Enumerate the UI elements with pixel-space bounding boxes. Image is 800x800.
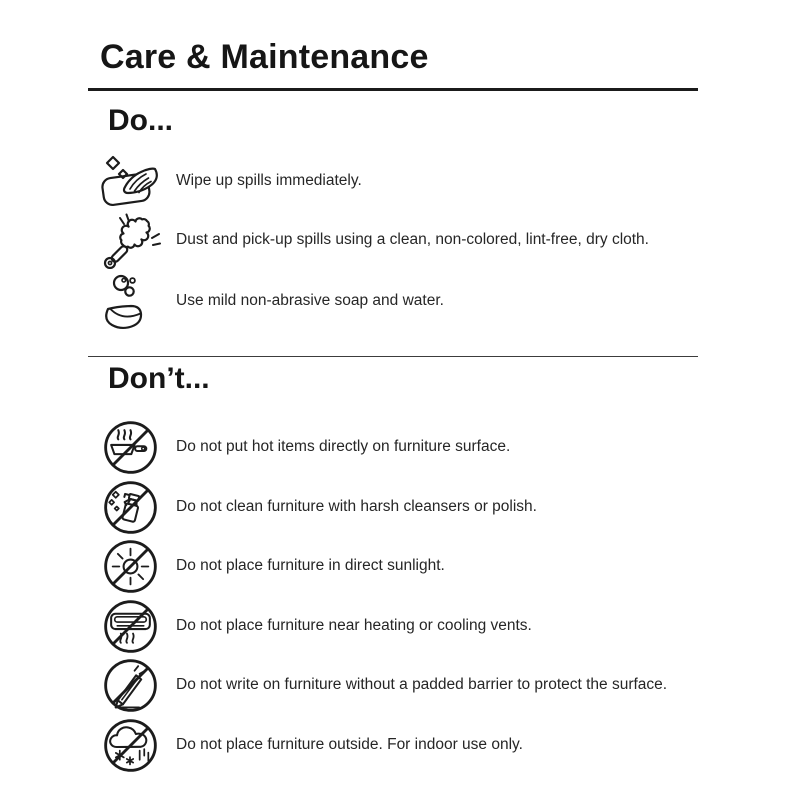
dont-item-text: Do not write on furniture without a padded barrier to protect the surface. xyxy=(176,676,668,693)
feather-duster-icon xyxy=(99,211,161,269)
no-harsh-cleansers-icon xyxy=(99,478,161,536)
dont-item-text: Do not clean furniture with harsh cleansers or polish. xyxy=(176,498,537,515)
no-heating-vents-icon xyxy=(99,597,161,655)
do-item-text: Dust and pick-up spills using a clean, non-colored, lint-free, dry cloth. xyxy=(176,231,649,248)
do-item-row xyxy=(99,152,779,210)
dont-item-row xyxy=(99,656,779,714)
title-divider xyxy=(88,88,698,91)
dont-item-row xyxy=(99,418,779,476)
dont-item-text: Do not place furniture in direct sunlight. xyxy=(176,557,445,574)
do-item-text: Use mild non-abrasive soap and water. xyxy=(176,292,444,309)
page-title: Care & Maintenance xyxy=(100,38,429,76)
wipe-spills-icon xyxy=(99,152,161,210)
dont-item-row xyxy=(99,537,779,595)
do-item-text: Wipe up spills immediately. xyxy=(176,172,362,189)
dont-item-row xyxy=(99,478,779,536)
no-direct-sunlight-icon xyxy=(99,537,161,595)
dont-item-text: Do not place furniture near heating or cooling vents. xyxy=(176,617,532,634)
no-writing-icon xyxy=(99,656,161,714)
dont-section-heading: Don’t... xyxy=(108,362,210,395)
dont-item-text: Do not put hot items directly on furniture surface. xyxy=(176,438,511,455)
no-outdoor-use-icon xyxy=(99,716,161,774)
section-divider xyxy=(88,356,698,357)
soap-and-water-icon xyxy=(99,272,161,330)
do-item-row xyxy=(99,272,779,330)
do-item-row xyxy=(99,211,779,269)
dont-item-row xyxy=(99,597,779,655)
do-section-heading: Do... xyxy=(108,104,173,137)
dont-item-text: Do not place furniture outside. For indoor use only. xyxy=(176,736,523,753)
no-hot-items-icon xyxy=(99,418,161,476)
dont-item-row xyxy=(99,716,779,774)
